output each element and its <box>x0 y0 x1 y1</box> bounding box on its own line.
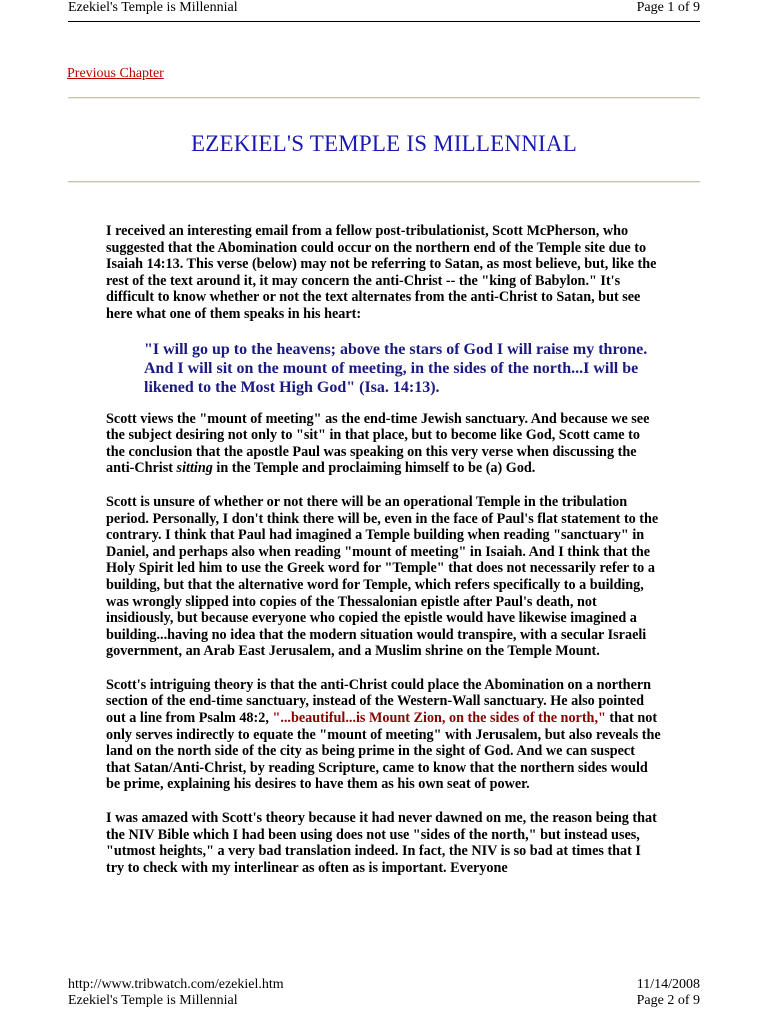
paragraph-1: I received an interesting email from a fellow post-tribulationist, Scott McPherson, who suggested that the Abomination could occur on the northern end of the Temple site due to Isaiah 14:13. This verse (below) may not be referring to Satan, as most believe, but, like the rest of the text around it, it may concern the anti-Christ -- the "king of Babylon." It's difficult to know whether or not the text alternates from the anti-Christ to Satan, but see here what one of them speaks in his heart: <box>106 223 657 322</box>
header-title: Ezekiel's Temple is Millennial <box>68 0 238 15</box>
footer-date: 11/14/2008 <box>636 977 700 992</box>
paragraph-5: I was amazed with Scott's theory because it had never dawned on me, the reason being that the NIV Bible which I had been using does not use "sides of the north," but instead uses, "utmost heights," a very bad translation indeed. In fact, the NIV is so bad at times that I try to check with my interlinear as often as is important. Everyone <box>106 810 657 876</box>
scripture-quote: "I will go up to the heavens; above the stars of God I will raise my throne. And I will sit on the mount of meeting, in the sides of the north...I will be likened to the Most High God" (Isa. 14:13). <box>144 340 648 396</box>
footer-page-number: Page 2 of 9 <box>636 993 700 1008</box>
footer-title: Ezekiel's Temple is Millennial <box>68 993 238 1008</box>
paragraph-2-text-b: in the Temple and proclaiming himself to be (a) God. <box>212 460 536 477</box>
paragraph-2 <box>106 411 662 477</box>
emphasis-sitting: sitting <box>176 460 213 477</box>
footer-url: http://www.tribwatch.com/ezekiel.htm <box>68 977 284 992</box>
paragraph-4 <box>106 677 662 793</box>
psalm-quote: "...beautiful...is Mount Zion, on the sides of the north," <box>272 710 606 727</box>
divider-top <box>68 97 700 99</box>
paragraph-4-text-a: Scott's intriguing theory is that the anti-Christ could place the Abomination on a northern section of the end-time sanctuary, instead of the Western-Wall sanctuary. He also pointed out a line from Psalm 48:2, <box>106 676 652 727</box>
paragraph-2-text-a: Scott views the "mount of meeting" as the end-time Jewish sanctuary. And because we see the subject desiring not only to "sit" in that place, but to become like God, Scott came to the conclusion that the apostle Paul was speaking on this very verse when discussing the anti-Christ <box>106 410 650 477</box>
article-body <box>106 223 662 893</box>
header-divider <box>68 21 700 22</box>
paragraph-3: Scott is unsure of whether or not there will be an operational Temple in the tribulation period. Personally, I don't think there will be, even in the face of Paul's flat statement to the contrary. I think that Paul had imagined a Temple building when reading "sanctuary" in Daniel, and perhaps also when reading "mount of meeting" in Isaiah. And I think that the Holy Spirit led him to use the Greek word for "Temple" that does not necessarily refer to a building, but that the alternative word for Temple, which refers specifically to a building, was wrongly slipped into copies of the Thessalonian epistle after Paul's death, not insidiously, but because everyone who copied the epistle would have likewise imagined a building...having no idea that the modern situation would transpire, with a secular Israeli government, an Arab East Jerusalem, and a Muslim shrine on the Temple Mount. <box>106 493 659 660</box>
divider-below-title <box>68 181 700 183</box>
previous-chapter-link[interactable]: Previous Chapter <box>67 66 164 81</box>
page-title: EZEKIEL'S TEMPLE IS MILLENNIAL <box>191 131 577 156</box>
header-page-number: Page 1 of 9 <box>636 0 700 15</box>
paragraph-4-text-b: that not only serves indirectly to equate the "mount of meeting" with Jerusalem, but also reveals the land on the north side of the city as being prime in the sight of God. And we can suspect that Satan/Anti-Christ, by reading Scripture, came to know that the northern sides would be prime, explaining his desires to have them as his own seat of power. <box>106 710 661 793</box>
